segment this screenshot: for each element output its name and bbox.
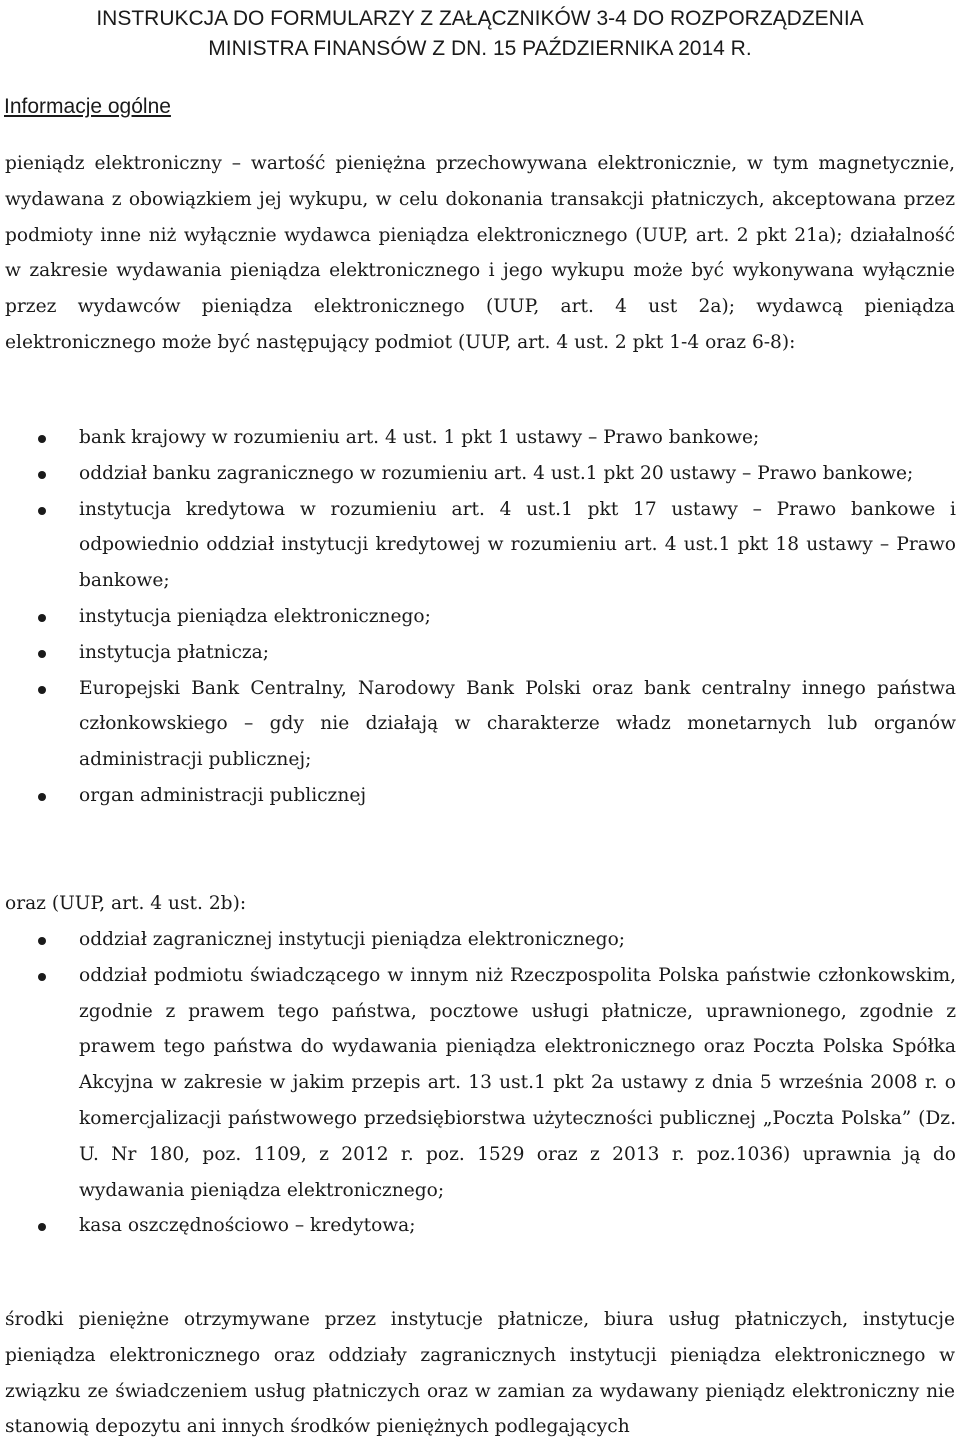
bullet-icon xyxy=(38,686,46,694)
list-item xyxy=(0,492,960,599)
list-item xyxy=(0,671,960,778)
list-item-text: bank krajowy w rozumieniu art. 4 ust. 1 pkt 1 ustawy – Prawo bankowe; xyxy=(79,427,760,448)
list-item-text: kasa oszczędnościowo – kredytowa; xyxy=(79,1215,416,1237)
list-item-text: Europejski Bank Centralny, Narodowy Bank Polski oraz bank centralny innego państwa członkowskiego – gdy nie działają w charakterze władz monetarnych lub organów administracji publicznej; xyxy=(79,677,956,771)
bullet-icon xyxy=(38,937,46,945)
list-item-text: oddział banku zagranicznego w rozumieniu art. 4 ust.1 pkt 20 ustawy – Prawo bankowe; xyxy=(79,462,914,484)
bullet-icon xyxy=(38,1223,46,1231)
title-line-2: MINISTRA FINANSÓW Z DN. 15 PAŹDZIERNIKA 2014 R. xyxy=(208,37,752,60)
list-item-text: instytucja kredytowa w rozumieniu art. 4 ust.1 pkt 17 ustawy – Prawo bankowe i odpowiednio oddział instytucji kredytowej w rozumieniu art. 4 ust.1 pkt 18 ustawy – Prawo bankowe; xyxy=(79,498,956,592)
bullet-icon xyxy=(38,471,46,479)
list-item xyxy=(0,778,960,814)
title-line-1: INSTRUKCJA DO FORMULARZY Z ZAŁĄCZNIKÓW 3-4 DO ROZPORZĄDZENIA xyxy=(96,7,864,30)
list-item xyxy=(0,635,960,671)
paragraph-e-money-definition: pieniądz elektroniczny – wartość pieniężna przechowywana elektronicznie, w tym magnetycznie, wydawana z obowiązkiem jej wykupu, w celu dokonania transakcji płatniczych, akceptowana przez podmioty inne niż wyłącznie wydawca pieniądza elektronicznego (UUP, art. 2 pkt 21a); działalność w zakresie wydawania pieniądza elektronicznego i jego wykupu może być wykonywana wyłącznie przez wydawców pieniądza elektronicznego (UUP, art. 4 ust 2a); wydawcą pieniądza elektronicznego może być następujący podmiot (UUP, art. 4 ust. 2 pkt 1-4 oraz 6-8): xyxy=(5,153,955,353)
list-item xyxy=(0,1208,960,1244)
issuer-list xyxy=(0,420,960,814)
additional-issuer-list xyxy=(0,922,960,1244)
bullet-icon xyxy=(38,650,46,658)
list-item-text: oddział podmiotu świadczącego w innym niż Rzeczpospolita Polska państwie członkowskim, zgodnie z prawem tego państwa, pocztowe usługi płatnicze, uprawnionego, zgodnie z prawem tego państwa do wydawania pieniądza elektronicznego oraz Poczta Polska Spółka Akcyjna w zakresie w jakim przepis art. 13 ust.1 pkt 2a ustawy z dnia 5 września 2008 r. o komercjalizacji państwowego przedsiębiorstwa użyteczności publicznej „Poczta Polska” (Dz. U. Nr 180, poz. 1109, z 2012 r. poz. 1529 oraz z 2013 r. poz.1036) uprawnia ją do wydawania pieniądza elektronicznego; xyxy=(79,964,956,1201)
bullet-icon xyxy=(38,435,46,443)
paragraph-funds: środki pieniężne otrzymywane przez instytucje płatnicze, biura usług płatniczych, instytucje pieniądza elektronicznego oraz oddziały zagranicznych instytucji pieniądza elektronicznego w związku ze świadczeniem usług płatniczych oraz w zamian za wydawany pieniądz elektroniczny nie stanowią depozytu ani innych środków pieniężnych podlegających xyxy=(5,1309,955,1438)
list-item-text: instytucja płatnicza; xyxy=(79,641,270,663)
bullet-icon xyxy=(38,973,46,981)
list-item xyxy=(0,958,960,1209)
section-heading: Informacje ogólne xyxy=(4,95,171,118)
list-item-text: organ administracji publicznej xyxy=(79,784,367,806)
bullet-icon xyxy=(38,793,46,801)
list-item xyxy=(0,922,960,958)
bullet-icon xyxy=(38,507,46,515)
list-item xyxy=(0,456,960,492)
document-title xyxy=(0,4,960,64)
list-item-text: instytucja pieniądza elektronicznego; xyxy=(79,605,431,627)
list-item xyxy=(0,420,960,456)
bullet-icon xyxy=(38,614,46,622)
list-item-text: oddział zagranicznej instytucji pieniądza elektronicznego; xyxy=(79,929,626,950)
paragraph-oraz: oraz (UUP, art. 4 ust. 2b): xyxy=(5,893,247,914)
list-item xyxy=(0,599,960,635)
